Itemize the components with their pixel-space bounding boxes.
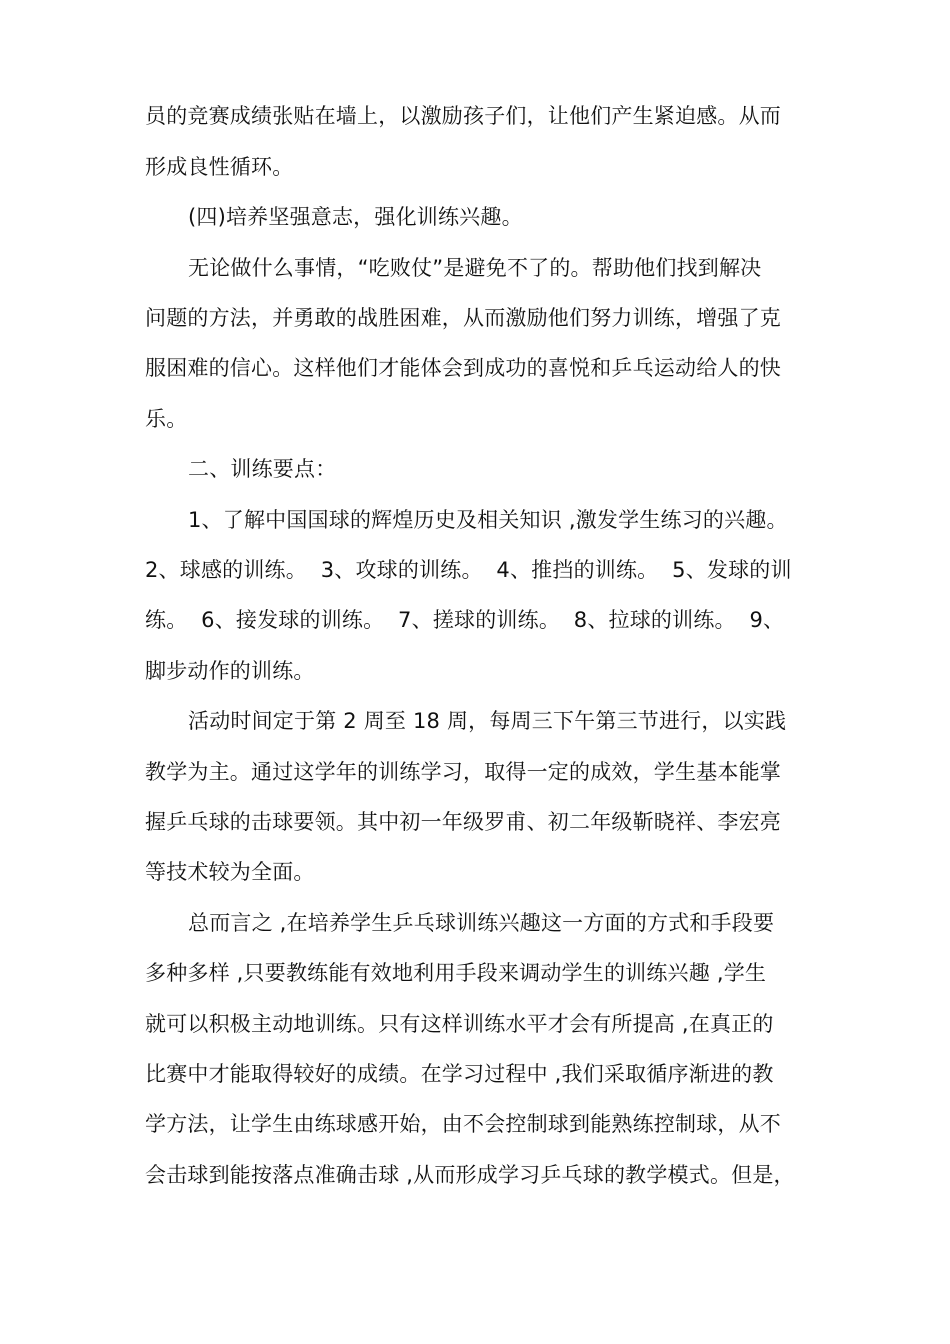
text-line: 1、了解中国国球的辉煌历史及相关知识 ,激发学生练习的兴趣。 (188, 508, 788, 532)
text-line: 学方法，让学生由练球感开始，由不会控制球到能熟练控制球，从不 (145, 1112, 781, 1136)
section-heading: 二、训练要点： (188, 457, 337, 481)
text-line: 握乒乓球的击球要领。其中初一年级罗甫、初二年级靳晓祥、李宏亮 (145, 810, 781, 834)
text-line: 乐。 (145, 407, 188, 431)
text-line: 形成良性循环。 (145, 155, 294, 179)
section-heading: (四)培养坚强意志，强化训练兴趣。 (188, 205, 523, 229)
text-line: 员的竞赛成绩张贴在墙上，以激励孩子们，让他们产生紧迫感。从而 (145, 104, 781, 128)
text-line: 问题的方法，并勇敢的战胜困难，从而激励他们努力训练，增强了克 (145, 306, 781, 330)
text-line: 服困难的信心。这样他们才能体会到成功的喜悦和乒乓运动给人的快 (145, 356, 781, 380)
text-line: 就可以积极主动地训练。只有这样训练水平才会有所提高 ,在真正的 (145, 1012, 774, 1036)
text-line: 会击球到能按落点准确击球 ,从而形成学习乒乓球的教学模式。但是， (145, 1163, 795, 1187)
text-line: 2、球感的训练。 3、攻球的训练。 4、推挡的训练。 5、发球的训 (145, 558, 792, 582)
text-line: 无论做什么事情，“吃败仗”是避免不了的。帮助他们找到解决 (188, 256, 762, 280)
text-line: 比赛中才能取得较好的成绩。在学习过程中 ,我们采取循序渐进的教 (145, 1062, 774, 1086)
text-line: 等技术较为全面。 (145, 860, 315, 884)
text-line: 练。 6、接发球的训练。 7、搓球的训练。 8、拉球的训练。 9、 (145, 608, 785, 632)
text-line: 教学为主。通过这学年的训练学习，取得一定的成效，学生基本能掌 (145, 760, 781, 784)
text-line: 多种多样 ,只要教练能有效地利用手段来调动学生的训练兴趣 ,学生 (145, 961, 767, 985)
text-line: 总而言之 ,在培养学生乒乓球训练兴趣这一方面的方式和手段要 (188, 911, 775, 935)
text-line: 脚步动作的训练。 (145, 659, 315, 683)
text-line: 活动时间定于第 2 周至 18 周，每周三下午第三节进行，以实践 (188, 709, 787, 733)
